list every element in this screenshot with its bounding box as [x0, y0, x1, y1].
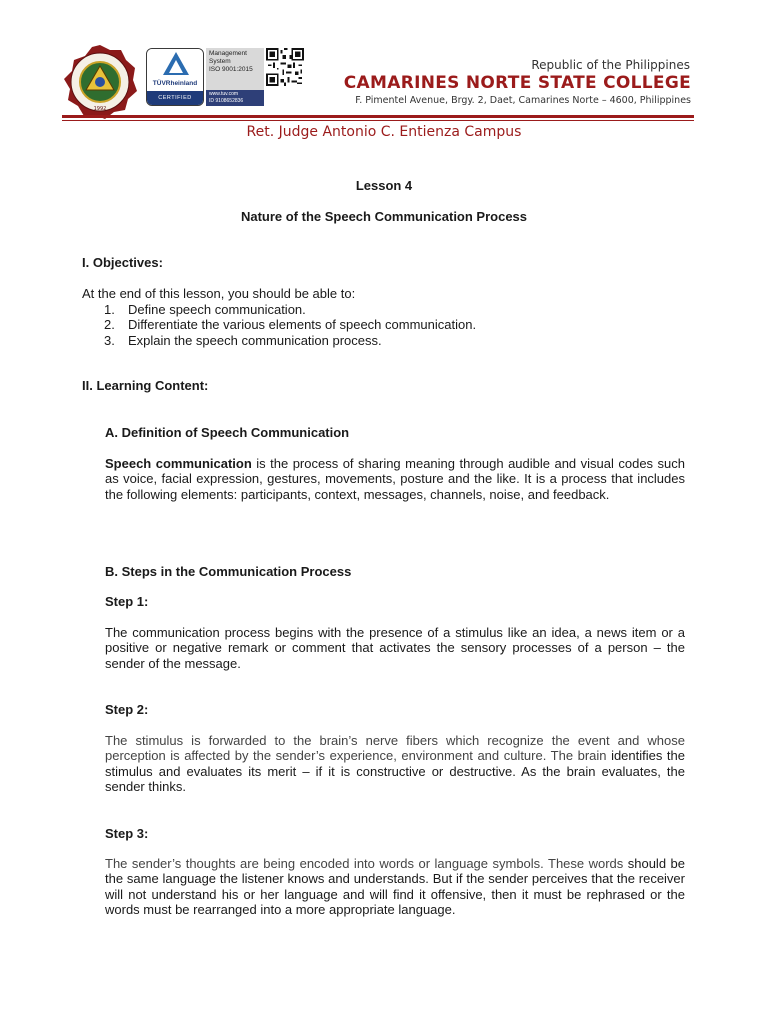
list-item [104, 333, 476, 348]
definition-text: is the process of sharing meaning through audible and visual codes such as voice, facial expression, gestures, movements, posture and the like. It is a process that includes the following elements: participants, context, messages, channels, noise, and feedback. [105, 456, 685, 502]
step3-text-light: The sender’s thoughts are being encoded into words or language symbols. These words [105, 856, 624, 871]
campus-name: Ret. Judge Antonio C. Entienza Campus [246, 124, 522, 140]
list-text: Define speech communication. [128, 302, 306, 317]
list-text: Differentiate the various elements of speech communication. [128, 317, 477, 333]
list-item [104, 317, 476, 332]
qr-code-icon [266, 48, 304, 86]
republic-label: Republic of the Philippines [531, 58, 690, 72]
college-name: CAMARINES NORTE STATE COLLEGE [343, 73, 691, 93]
mgmt-url: www.tuv.com [209, 91, 239, 97]
tuv-triangle-icon [147, 49, 204, 79]
college-address: F. Pimentel Avenue, Brgy. 2, Daet, Camarines Norte – 4600, Philippines [355, 95, 691, 106]
management-id-strip [206, 90, 264, 106]
objectives-list [104, 302, 476, 348]
list-text: Explain the speech communication process. [128, 332, 382, 348]
objectives-intro: At the end of this lesson, you should be able to: [82, 286, 356, 301]
step3-paragraph [105, 856, 685, 917]
definition-paragraph [105, 456, 685, 502]
header-divider-thin [62, 120, 694, 121]
step3-text: should be the same language the listener knows and understands. But if the sender perceives that the receiver will not understand his or her language and will find it offensive, then it must be rephrased or the words must be rearranged into a more appropriate language. [105, 856, 685, 917]
step1-paragraph: The communication process begins with the presence of a stimulus like an idea, a news item or a positive or negative remark or comment that activates the sensory processes of a person – the sender of the message. [105, 625, 685, 671]
tuv-certified-label: CERTIFIED [147, 91, 203, 105]
definition-term: Speech communication [105, 456, 252, 471]
lesson-number: Lesson 4 [355, 178, 413, 193]
list-number: 3. [104, 332, 115, 348]
college-seal-logo [62, 44, 138, 120]
step2-text: identifies the stimulus and evaluates its merit – if it is constructive or destructive. As the brain evaluates, the sender thinks. [105, 748, 685, 794]
mgmt-id: ID 9108652836 [209, 98, 244, 104]
header-divider [62, 115, 694, 118]
step2-paragraph [105, 733, 685, 794]
list-number: 1. [104, 302, 115, 317]
step3-heading: Step 3: [105, 826, 149, 841]
definition-heading: A. Definition of Speech Communication [105, 425, 350, 440]
steps-heading: B. Steps in the Communication Process [105, 564, 352, 579]
lesson-title: Nature of the Speech Communication Process [240, 209, 528, 224]
learning-content-heading: II. Learning Content: [82, 378, 209, 393]
list-number: 2. [104, 317, 115, 333]
step2-heading: Step 2: [105, 702, 149, 717]
tuv-certification-badge [146, 48, 204, 106]
list-item [104, 302, 476, 317]
tuv-brand: TÜVRheinland [152, 80, 198, 87]
objectives-heading: I. Objectives: [82, 255, 163, 270]
step1-heading: Step 1: [105, 594, 149, 609]
mgmt-line: System [209, 58, 231, 65]
step2-text-light: The stimulus is forwarded to the brain’s nerve fibers which recognize the event and whose perception is affected by the sender’s experience, environment and culture. The brain [105, 733, 685, 764]
mgmt-line: Management [209, 50, 247, 57]
mgmt-line: ISO 9001:2015 [209, 66, 253, 73]
seal-year: 1992 [93, 106, 107, 112]
